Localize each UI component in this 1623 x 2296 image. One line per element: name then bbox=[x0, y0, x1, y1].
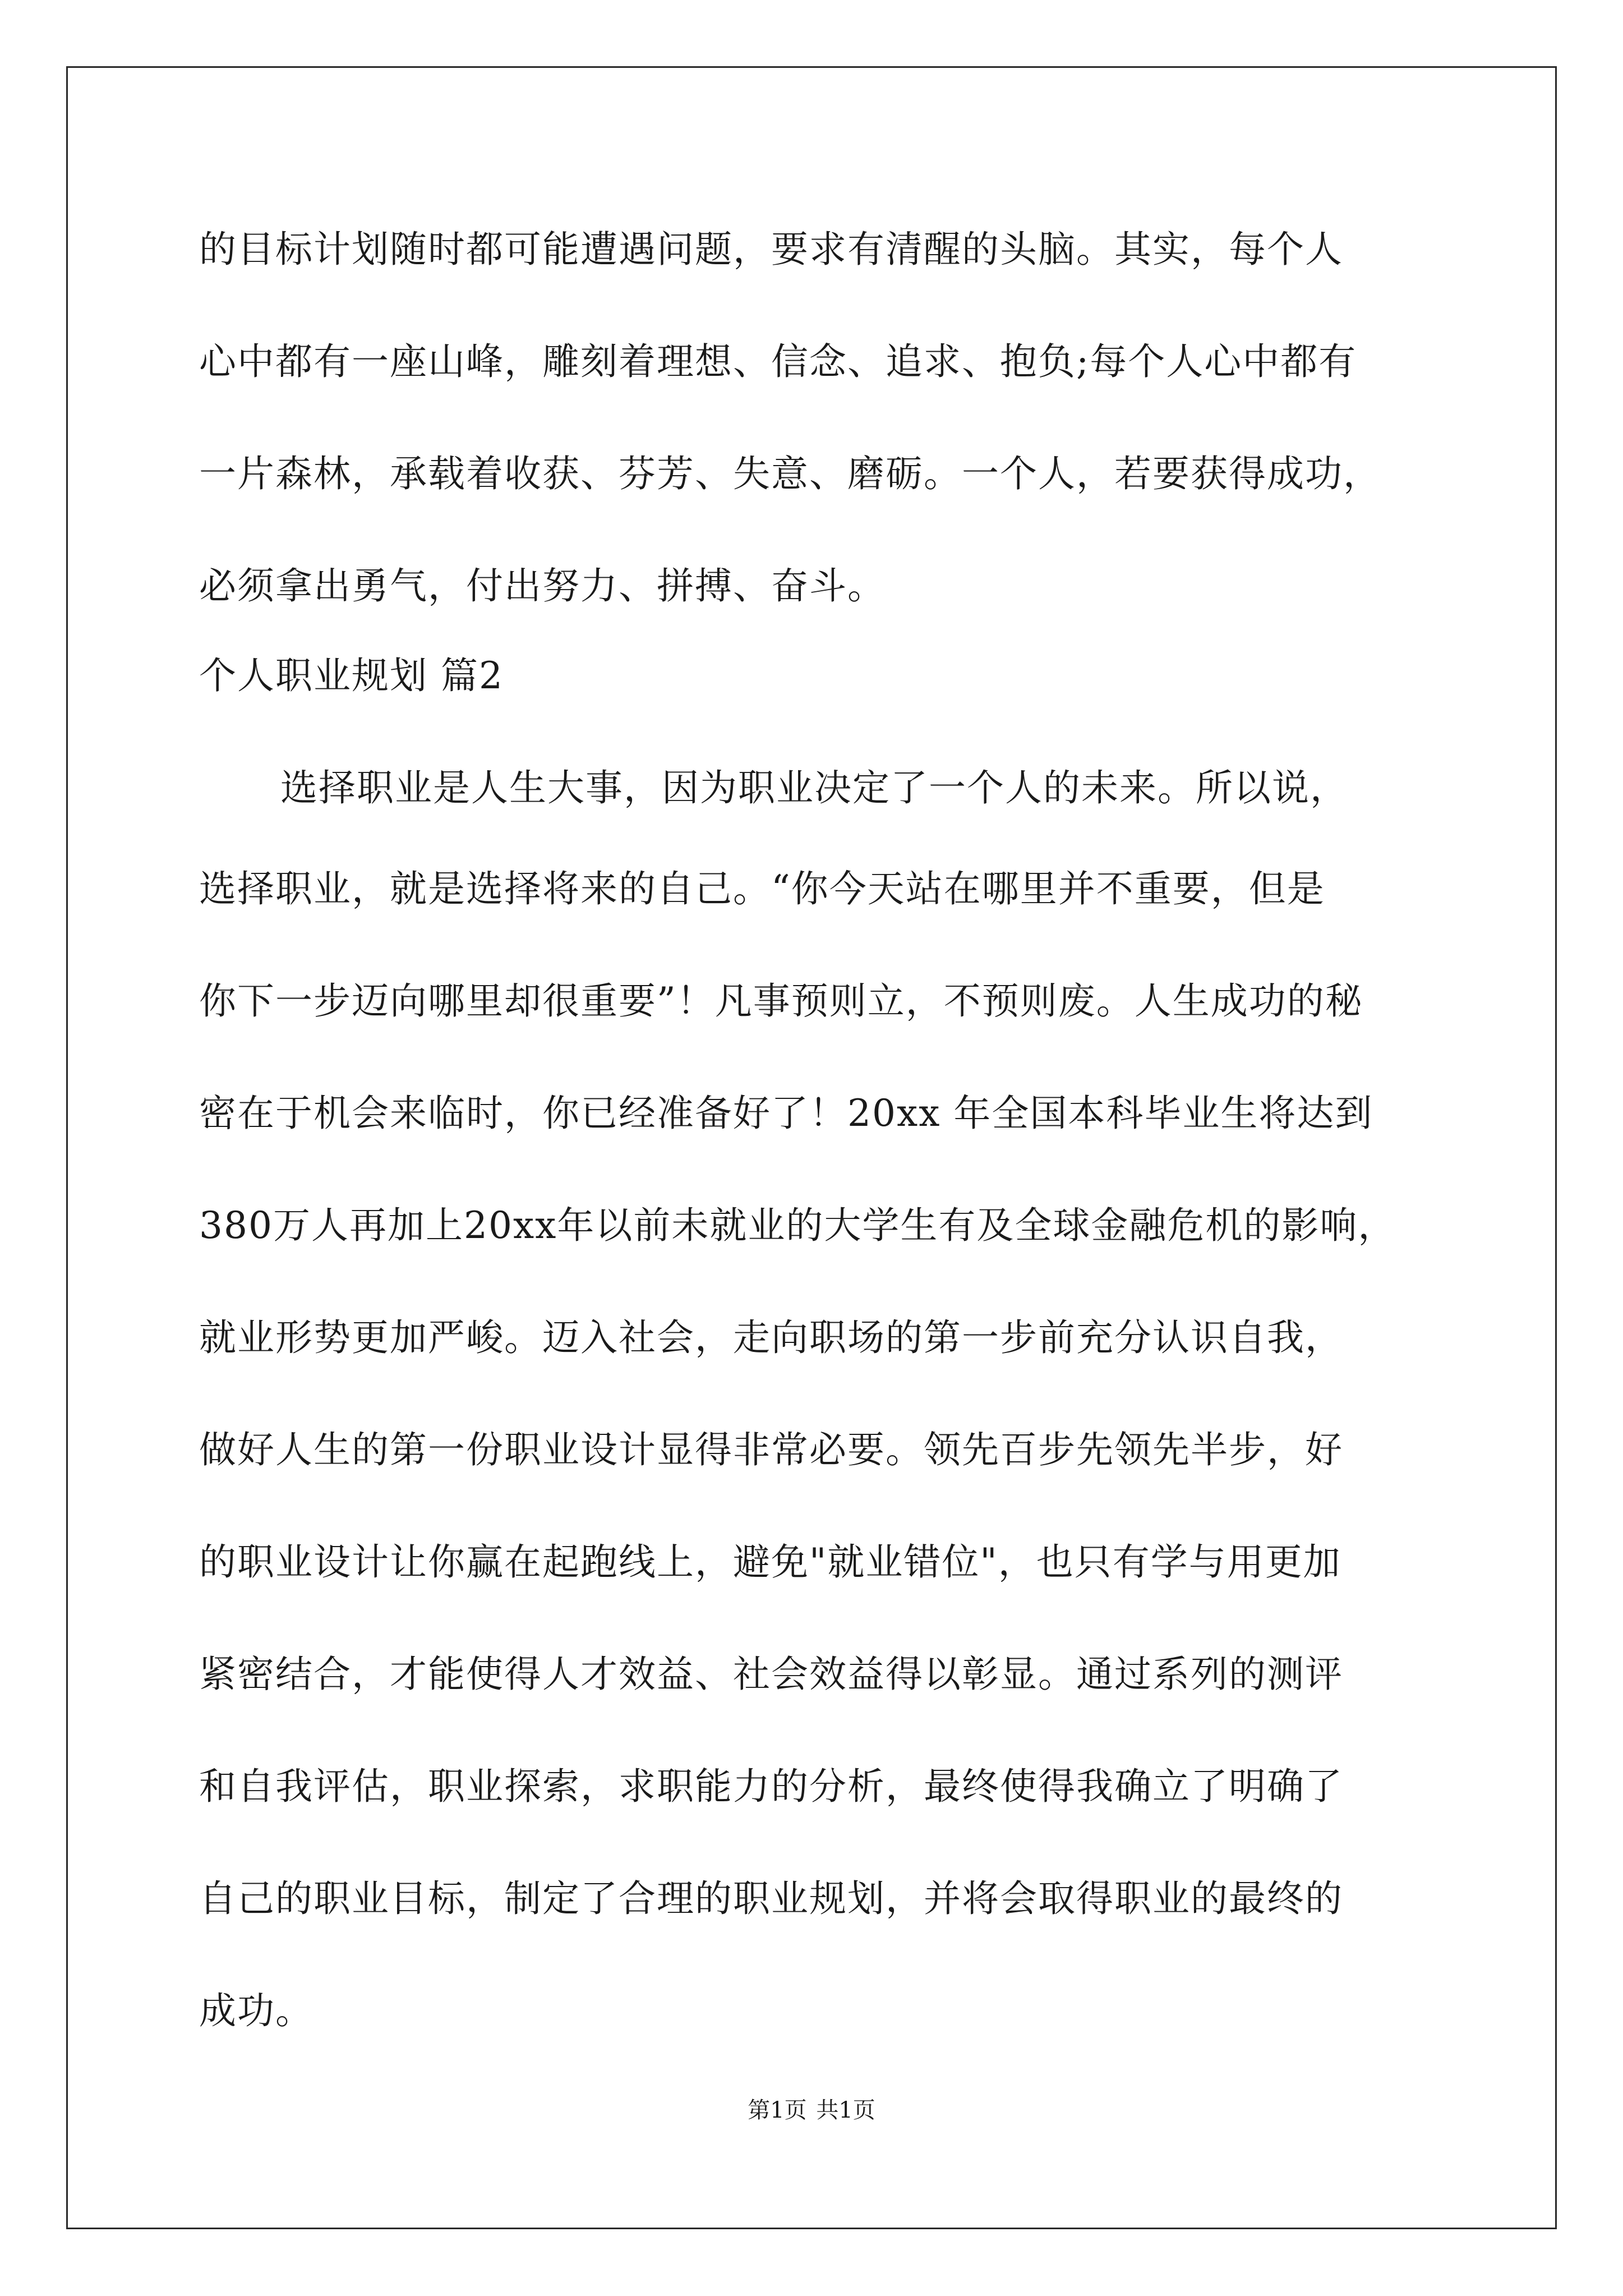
page-current: 第1页 bbox=[748, 2097, 807, 2123]
paragraph-2-line-1: 选择职业是人生大事，因为职业决定了一个人的未来。所以说， bbox=[280, 766, 1348, 809]
paragraph-2-line-10: 和自我评估，职业探索，求职能力的分析，最终使得我确立了明确了 bbox=[199, 1765, 1343, 1808]
paragraph-1-line-3: 一片森林，承载着收获、芬芳、失意、磨砺。一个人，若要获得成功， bbox=[199, 452, 1381, 495]
paragraph-2-line-4: 密在于机会来临时，你已经准备好了！20xx 年全国本科毕业生将达到 bbox=[199, 1092, 1373, 1135]
paragraph-2-line-2: 选择职业，就是选择将来的自己。“你今天站在哪里并不重要，但是 bbox=[199, 867, 1325, 910]
paragraph-1-line-2: 心中都有一座山峰，雕刻着理想、信念、追求、抱负;每个人心中都有 bbox=[199, 340, 1357, 383]
paragraph-2-line-5: 380万人再加上20xx年以前未就业的大学生有及全球金融危机的影响， bbox=[199, 1204, 1396, 1247]
paragraph-2-line-9: 紧密结合，才能使得人才效益、社会效益得以彰显。通过系列的测评 bbox=[199, 1653, 1343, 1696]
section-heading: 个人职业规划 篇2 bbox=[199, 654, 504, 697]
paragraph-2-line-12: 成功。 bbox=[199, 1989, 313, 2032]
paragraph-1-line-1: 的目标计划随时都可能遭遇问题，要求有清醒的头脑。其实，每个人 bbox=[199, 228, 1343, 271]
paragraph-2-line-8: 的职业设计让你赢在起跑线上，避免"就业错位"，也只有学与用更加 bbox=[199, 1540, 1341, 1584]
page-total: 共1页 bbox=[816, 2097, 875, 2123]
paragraph-2-line-3: 你下一步迈向哪里却很重要”！凡事预则立，不预则废。人生成功的秘 bbox=[199, 979, 1363, 1023]
paragraph-2-line-6: 就业形势更加严峻。迈入社会，走向职场的第一步前充分认识自我， bbox=[199, 1316, 1343, 1359]
paragraph-1-line-4: 必须拿出勇气，付出努力、拼搏、奋斗。 bbox=[199, 564, 886, 608]
paragraph-2-line-11: 自己的职业目标，制定了合理的职业规划，并将会取得职业的最终的 bbox=[199, 1877, 1343, 1920]
page-footer bbox=[0, 2096, 1623, 2124]
paragraph-2-line-7: 做好人生的第一份职业设计显得非常必要。领先百步先领先半步，好 bbox=[199, 1428, 1343, 1471]
